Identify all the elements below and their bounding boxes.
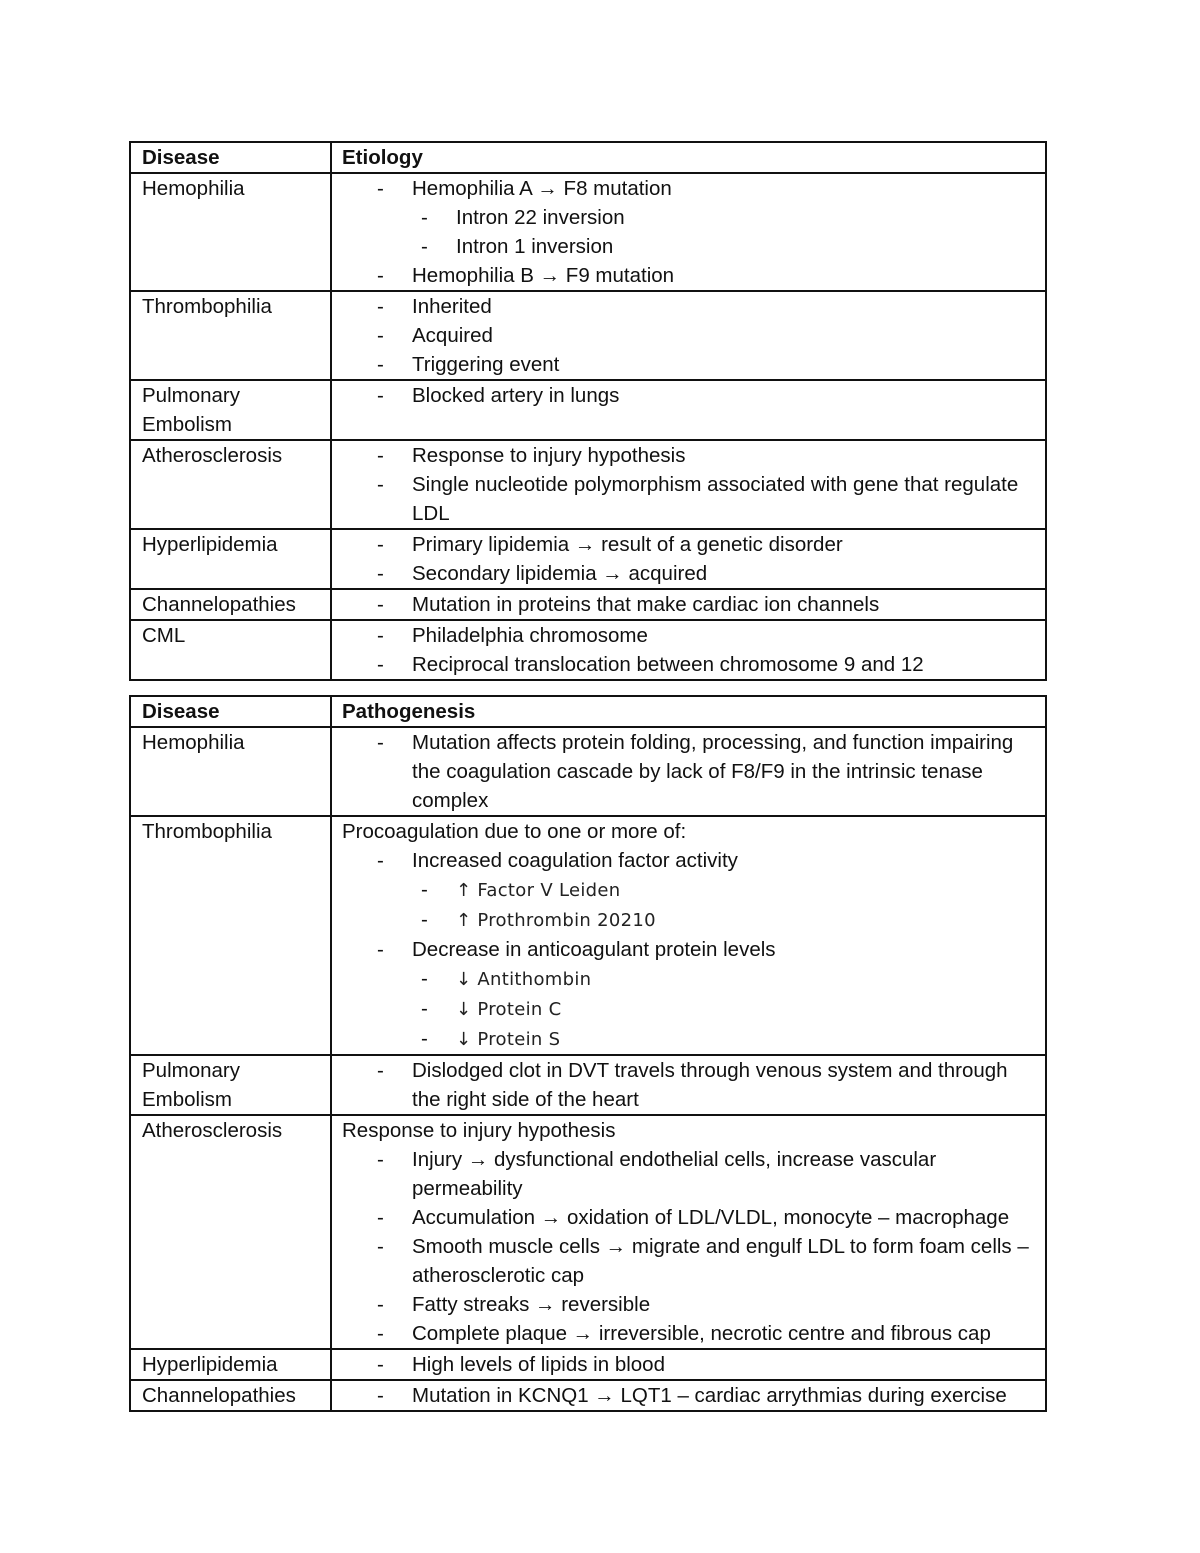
bullet-text: Primary lipidemia → result of a genetic disorder — [412, 533, 843, 556]
table-row — [130, 1055, 1046, 1115]
disease-cell: Hemophilia — [130, 727, 331, 816]
bullet-item — [342, 441, 1039, 470]
bullet-item — [342, 1319, 1039, 1348]
bullet-item — [342, 1024, 1039, 1054]
dash-bullet-icon: - — [377, 177, 384, 200]
dash-bullet-icon: - — [421, 878, 428, 901]
description-cell — [331, 1349, 1046, 1380]
bullet-item — [342, 232, 1039, 261]
bullet-item — [342, 203, 1039, 232]
bullet-item — [342, 875, 1039, 905]
table-header-row — [130, 142, 1046, 173]
bullet-text: ↑ Prothrombin 20210 — [456, 910, 656, 931]
bullet-text: Blocked artery in lungs — [412, 384, 620, 407]
table-row — [130, 589, 1046, 620]
header-etiology: Etiology — [331, 142, 1046, 173]
table-row — [130, 380, 1046, 440]
dash-bullet-icon: - — [377, 1384, 384, 1407]
description-cell — [331, 291, 1046, 380]
bullet-text: ↓ Protein S — [456, 1029, 561, 1050]
bullet-text: Reciprocal translocation between chromosome 9 and 12 — [412, 653, 924, 676]
dash-bullet-icon: - — [421, 1027, 428, 1050]
dash-bullet-icon: - — [377, 264, 384, 287]
bullet-text: Response to injury hypothesis — [412, 444, 686, 467]
bullet-text: Philadelphia chromosome — [412, 624, 648, 647]
dash-bullet-icon: - — [377, 1322, 384, 1345]
bullet-text: Acquired — [412, 324, 493, 347]
table-row — [130, 1349, 1046, 1380]
dash-bullet-icon: - — [377, 533, 384, 556]
description-cell — [331, 589, 1046, 620]
disease-cell: Thrombophilia — [130, 291, 331, 380]
bullet-item — [342, 905, 1039, 935]
bullet-item — [342, 1350, 1039, 1379]
bullet-item — [342, 381, 1039, 410]
description-cell — [331, 1115, 1046, 1349]
bullet-item — [342, 728, 1039, 815]
description-cell — [331, 727, 1046, 816]
disease-cell: Channelopathies — [130, 1380, 331, 1411]
bullet-item — [342, 1145, 1039, 1203]
dash-bullet-icon: - — [377, 653, 384, 676]
bullet-item — [342, 1290, 1039, 1319]
bullet-text: ↓ Antithombin — [456, 969, 592, 990]
table-row — [130, 727, 1046, 816]
bullet-item — [342, 621, 1039, 650]
table-row — [130, 440, 1046, 529]
table-row — [130, 529, 1046, 589]
bullet-item — [342, 1381, 1039, 1410]
table-row — [130, 173, 1046, 291]
dash-bullet-icon: - — [377, 562, 384, 585]
dash-bullet-icon: - — [421, 967, 428, 990]
etiology-table — [129, 141, 1047, 681]
cell-intro-text — [342, 817, 1039, 846]
dash-bullet-icon: - — [377, 731, 384, 754]
disease-cell: Pulmonary Embolism — [130, 380, 331, 440]
bullet-text: Mutation affects protein folding, processing, and function impairing the coagulation cascade by lack of F8/F9 in the intrinsic tenase complex — [412, 731, 1014, 812]
dash-bullet-icon: - — [377, 295, 384, 318]
dash-bullet-icon: - — [421, 997, 428, 1020]
description-cell — [331, 380, 1046, 440]
bullet-text: Injury → dysfunctional endothelial cells, increase vascular permeability — [412, 1148, 937, 1200]
bullet-item — [342, 650, 1039, 679]
dash-bullet-icon: - — [377, 593, 384, 616]
bullet-item — [342, 261, 1039, 290]
dash-bullet-icon: - — [377, 324, 384, 347]
bullet-text: Mutation in proteins that make cardiac ion channels — [412, 593, 880, 616]
dash-bullet-icon: - — [421, 206, 428, 229]
dash-bullet-icon: - — [377, 1148, 384, 1171]
bullet-item — [342, 1203, 1039, 1232]
bullet-item — [342, 321, 1039, 350]
dash-bullet-icon: - — [377, 353, 384, 376]
pathogenesis-table — [129, 695, 1047, 1412]
disease-cell: Thrombophilia — [130, 816, 331, 1055]
disease-cell: Hyperlipidemia — [130, 1349, 331, 1380]
bullet-text: Hemophilia B → F9 mutation — [412, 264, 675, 287]
disease-cell: Hyperlipidemia — [130, 529, 331, 589]
cell-intro-text — [342, 1116, 1039, 1145]
bullet-text: Triggering event — [412, 353, 560, 376]
bullet-text: Smooth muscle cells → migrate and engulf LDL to form foam cells – atherosclerotic cap — [412, 1235, 1029, 1287]
description-cell — [331, 1380, 1046, 1411]
dash-bullet-icon: - — [377, 849, 384, 872]
table-header-row — [130, 696, 1046, 727]
bullet-item — [342, 846, 1039, 875]
bullet-text: Increased coagulation factor activity — [412, 849, 738, 872]
description-cell — [331, 620, 1046, 680]
bullet-text: Secondary lipidemia → acquired — [412, 562, 708, 585]
dash-bullet-icon: - — [377, 384, 384, 407]
bullet-text: Accumulation → oxidation of LDL/VLDL, monocyte – macrophage — [412, 1206, 1010, 1229]
bullet-text: Inherited — [412, 295, 492, 318]
bullet-item — [342, 994, 1039, 1024]
bullet-text: Mutation in KCNQ1 → LQT1 – cardiac arrythmias during exercise — [412, 1384, 1007, 1407]
dash-bullet-icon: - — [377, 1206, 384, 1229]
bullet-text: Hemophilia A → F8 mutation — [412, 177, 672, 200]
dash-bullet-icon: - — [377, 444, 384, 467]
bullet-item — [342, 530, 1039, 559]
bullet-item — [342, 559, 1039, 588]
disease-cell: Atherosclerosis — [130, 1115, 331, 1349]
bullet-item — [342, 964, 1039, 994]
disease-cell: Atherosclerosis — [130, 440, 331, 529]
table-row — [130, 816, 1046, 1055]
bullet-item — [342, 174, 1039, 203]
dash-bullet-icon: - — [421, 908, 428, 931]
table-row — [130, 291, 1046, 380]
bullet-item — [342, 935, 1039, 964]
header-disease: Disease — [130, 142, 331, 173]
bullet-item — [342, 1056, 1039, 1114]
bullet-text: Complete plaque → irreversible, necrotic centre and fibrous cap — [412, 1322, 991, 1345]
disease-cell: Pulmonary Embolism — [130, 1055, 331, 1115]
bullet-text: ↓ Protein C — [456, 999, 562, 1020]
bullet-text: Procoagulation due to one or more of: — [342, 820, 687, 843]
table-row — [130, 620, 1046, 680]
header-pathogenesis: Pathogenesis — [331, 696, 1046, 727]
bullet-text: Intron 1 inversion — [456, 235, 614, 258]
dash-bullet-icon: - — [377, 624, 384, 647]
dash-bullet-icon: - — [377, 1353, 384, 1376]
dash-bullet-icon: - — [377, 473, 384, 496]
bullet-text: High levels of lipids in blood — [412, 1353, 665, 1376]
table-row — [130, 1115, 1046, 1349]
bullet-item — [342, 350, 1039, 379]
dash-bullet-icon: - — [377, 938, 384, 961]
bullet-item — [342, 590, 1039, 619]
description-cell — [331, 529, 1046, 589]
dash-bullet-icon: - — [377, 1059, 384, 1082]
description-cell — [331, 1055, 1046, 1115]
dash-bullet-icon: - — [377, 1293, 384, 1316]
bullet-text: ↑ Factor V Leiden — [456, 880, 621, 901]
description-cell — [331, 816, 1046, 1055]
bullet-text: Response to injury hypothesis — [342, 1119, 616, 1142]
bullet-text: Intron 22 inversion — [456, 206, 625, 229]
disease-cell: CML — [130, 620, 331, 680]
header-disease: Disease — [130, 696, 331, 727]
bullet-text: Single nucleotide polymorphism associated with gene that regulate LDL — [412, 473, 1019, 525]
dash-bullet-icon: - — [421, 235, 428, 258]
disease-cell: Hemophilia — [130, 173, 331, 291]
table-row — [130, 1380, 1046, 1411]
dash-bullet-icon: - — [377, 1235, 384, 1258]
bullet-item — [342, 292, 1039, 321]
bullet-text: Decrease in anticoagulant protein levels — [412, 938, 776, 961]
description-cell — [331, 173, 1046, 291]
bullet-text: Dislodged clot in DVT travels through venous system and through the right side of the heart — [412, 1059, 1008, 1111]
bullet-item — [342, 1232, 1039, 1290]
disease-cell: Channelopathies — [130, 589, 331, 620]
bullet-text: Fatty streaks → reversible — [412, 1293, 651, 1316]
bullet-item — [342, 470, 1039, 528]
description-cell — [331, 440, 1046, 529]
